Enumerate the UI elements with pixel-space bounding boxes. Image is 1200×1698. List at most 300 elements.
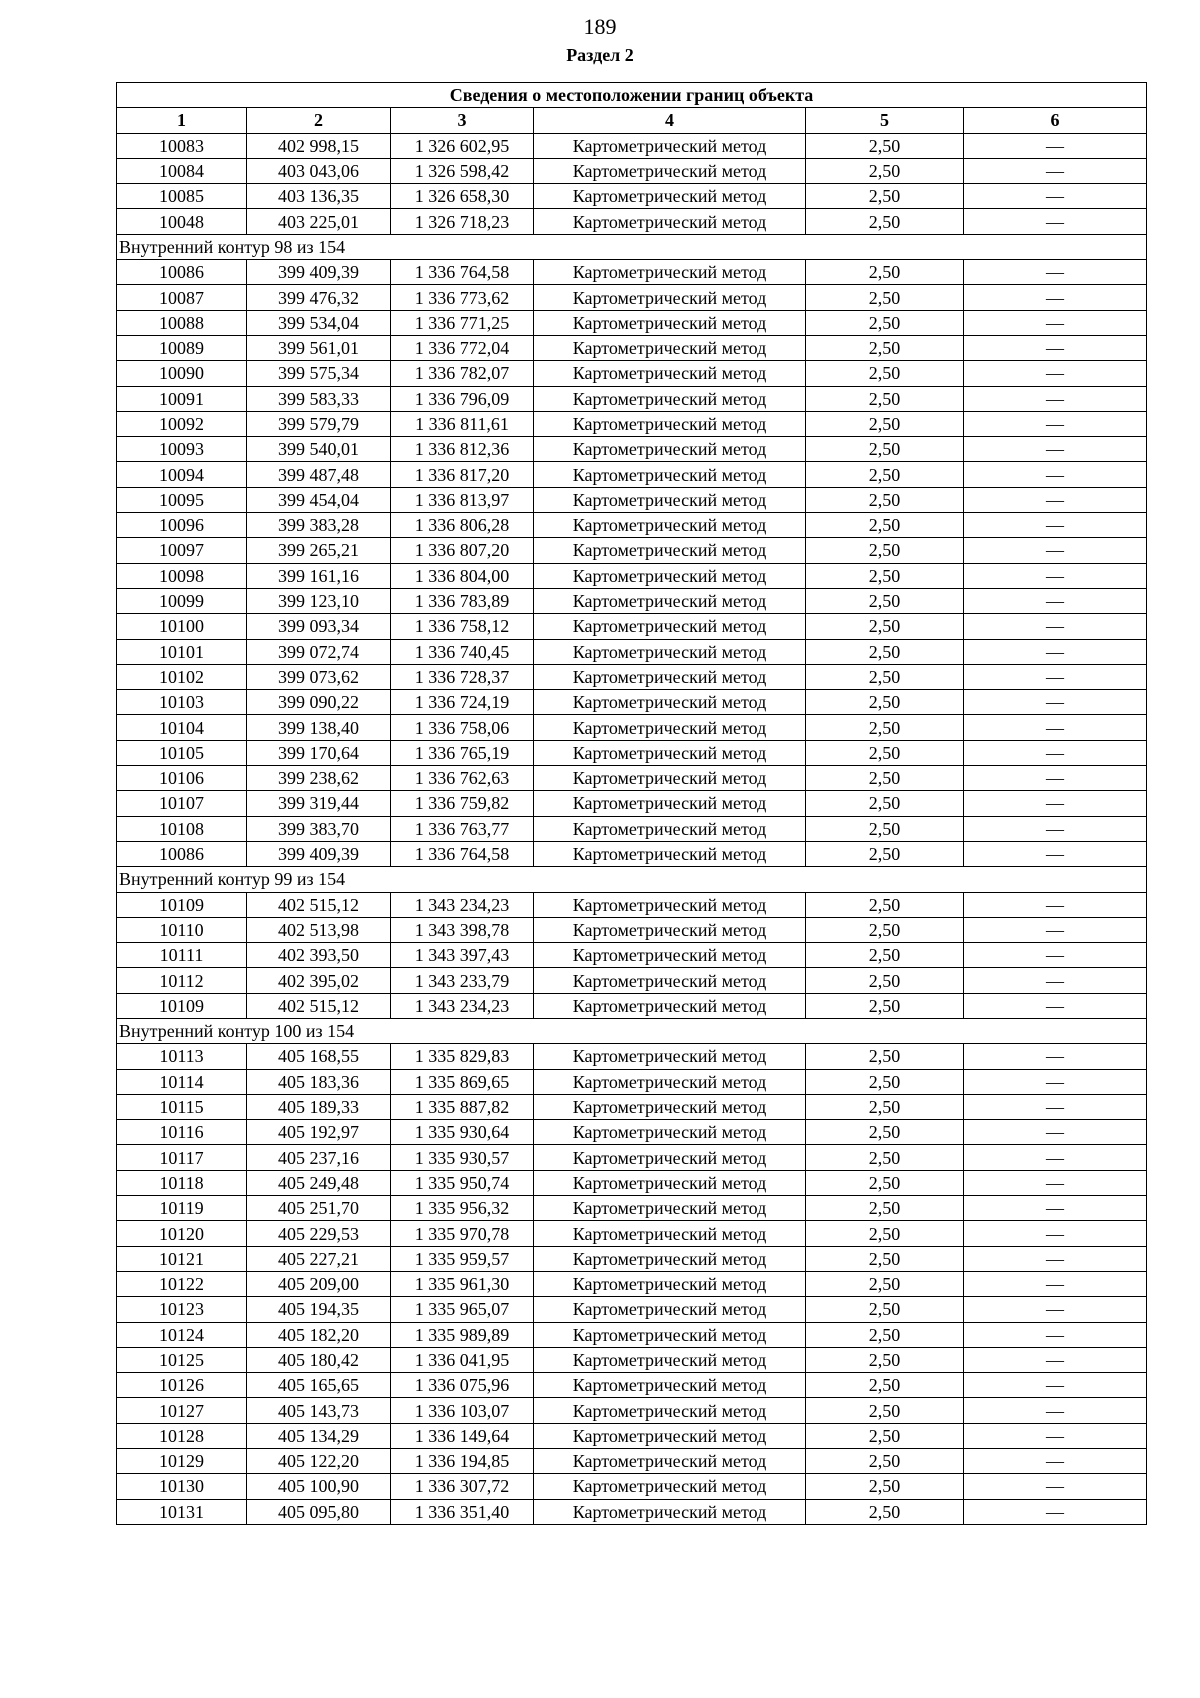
x-coordinate-cell: 399 161,16	[247, 563, 391, 588]
x-coordinate-cell: 399 073,62	[247, 664, 391, 689]
y-coordinate-cell: 1 336 772,04	[391, 335, 534, 360]
point-number-cell: 10084	[117, 158, 247, 183]
description-cell: —	[964, 841, 1147, 866]
accuracy-cell: 2,50	[806, 1044, 964, 1069]
x-coordinate-cell: 399 383,28	[247, 513, 391, 538]
description-cell: —	[964, 437, 1147, 462]
method-cell: Картометрический метод	[534, 740, 806, 765]
x-coordinate-cell: 405 209,00	[247, 1271, 391, 1296]
y-coordinate-cell: 1 335 950,74	[391, 1170, 534, 1195]
method-cell: Картометрический метод	[534, 892, 806, 917]
x-coordinate-cell: 399 409,39	[247, 841, 391, 866]
point-number-cell: 10101	[117, 639, 247, 664]
table-row	[117, 1246, 1147, 1271]
x-coordinate-cell: 399 579,79	[247, 411, 391, 436]
description-cell: —	[964, 285, 1147, 310]
description-cell: —	[964, 1069, 1147, 1094]
description-cell: —	[964, 1474, 1147, 1499]
x-coordinate-cell: 399 534,04	[247, 310, 391, 335]
table-row	[117, 1449, 1147, 1474]
x-coordinate-cell: 405 249,48	[247, 1170, 391, 1195]
method-cell: Картометрический метод	[534, 1120, 806, 1145]
accuracy-cell: 2,50	[806, 841, 964, 866]
x-coordinate-cell: 399 409,39	[247, 260, 391, 285]
description-cell: —	[964, 1322, 1147, 1347]
table-row	[117, 1322, 1147, 1347]
method-cell: Картометрический метод	[534, 133, 806, 158]
y-coordinate-cell: 1 336 728,37	[391, 664, 534, 689]
accuracy-cell: 2,50	[806, 639, 964, 664]
column-header: 6	[964, 108, 1147, 133]
y-coordinate-cell: 1 326 598,42	[391, 158, 534, 183]
table-row	[117, 841, 1147, 866]
section-title: Раздел 2	[566, 45, 634, 65]
accuracy-cell: 2,50	[806, 1170, 964, 1195]
table-row	[117, 513, 1147, 538]
accuracy-cell: 2,50	[806, 740, 964, 765]
accuracy-cell: 2,50	[806, 968, 964, 993]
table-row	[117, 993, 1147, 1018]
contour-group-label: Внутренний контур 98 из 154	[117, 234, 1147, 259]
contour-group-row	[117, 867, 1147, 892]
x-coordinate-cell: 399 454,04	[247, 487, 391, 512]
point-number-cell: 10107	[117, 791, 247, 816]
accuracy-cell: 2,50	[806, 614, 964, 639]
accuracy-cell: 2,50	[806, 791, 964, 816]
point-number-cell: 10100	[117, 614, 247, 639]
description-cell: —	[964, 1499, 1147, 1524]
accuracy-cell: 2,50	[806, 1373, 964, 1398]
description-cell: —	[964, 766, 1147, 791]
x-coordinate-cell: 405 182,20	[247, 1322, 391, 1347]
accuracy-cell: 2,50	[806, 133, 964, 158]
point-number-cell: 10086	[117, 841, 247, 866]
y-coordinate-cell: 1 336 782,07	[391, 361, 534, 386]
table-row	[117, 310, 1147, 335]
point-number-cell: 10125	[117, 1347, 247, 1372]
method-cell: Картометрический метод	[534, 184, 806, 209]
table-row	[117, 740, 1147, 765]
y-coordinate-cell: 1 336 773,62	[391, 285, 534, 310]
point-number-cell: 10115	[117, 1094, 247, 1119]
method-cell: Картометрический метод	[534, 993, 806, 1018]
table-row	[117, 335, 1147, 360]
description-cell: —	[964, 917, 1147, 942]
point-number-cell: 10117	[117, 1145, 247, 1170]
table-row	[117, 437, 1147, 462]
table-row	[117, 1297, 1147, 1322]
x-coordinate-cell: 405 189,33	[247, 1094, 391, 1119]
x-coordinate-cell: 403 136,35	[247, 184, 391, 209]
accuracy-cell: 2,50	[806, 1069, 964, 1094]
point-number-cell: 10110	[117, 917, 247, 942]
x-coordinate-cell: 399 487,48	[247, 462, 391, 487]
accuracy-cell: 2,50	[806, 1322, 964, 1347]
table-row	[117, 1196, 1147, 1221]
method-cell: Картометрический метод	[534, 563, 806, 588]
accuracy-cell: 2,50	[806, 1398, 964, 1423]
method-cell: Картометрический метод	[534, 1094, 806, 1119]
accuracy-cell: 2,50	[806, 1423, 964, 1448]
x-coordinate-cell: 405 227,21	[247, 1246, 391, 1271]
y-coordinate-cell: 1 343 398,78	[391, 917, 534, 942]
accuracy-cell: 2,50	[806, 285, 964, 310]
y-coordinate-cell: 1 343 234,23	[391, 892, 534, 917]
table-row	[117, 184, 1147, 209]
y-coordinate-cell: 1 335 989,89	[391, 1322, 534, 1347]
x-coordinate-cell: 402 515,12	[247, 993, 391, 1018]
table-row	[117, 1170, 1147, 1195]
description-cell: —	[964, 1246, 1147, 1271]
x-coordinate-cell: 399 170,64	[247, 740, 391, 765]
x-coordinate-cell: 399 540,01	[247, 437, 391, 462]
method-cell: Картометрический метод	[534, 1474, 806, 1499]
method-cell: Картометрический метод	[534, 361, 806, 386]
table-body	[117, 133, 1147, 1524]
description-cell: —	[964, 335, 1147, 360]
accuracy-cell: 2,50	[806, 664, 964, 689]
method-cell: Картометрический метод	[534, 209, 806, 234]
description-cell: —	[964, 993, 1147, 1018]
point-number-cell: 10120	[117, 1221, 247, 1246]
x-coordinate-cell: 405 100,90	[247, 1474, 391, 1499]
description-cell: —	[964, 386, 1147, 411]
table-row	[117, 361, 1147, 386]
point-number-cell: 10093	[117, 437, 247, 462]
accuracy-cell: 2,50	[806, 487, 964, 512]
description-cell: —	[964, 1347, 1147, 1372]
method-cell: Картометрический метод	[534, 1297, 806, 1322]
x-coordinate-cell: 399 575,34	[247, 361, 391, 386]
accuracy-cell: 2,50	[806, 209, 964, 234]
y-coordinate-cell: 1 336 103,07	[391, 1398, 534, 1423]
column-header: 4	[534, 108, 806, 133]
accuracy-cell: 2,50	[806, 1196, 964, 1221]
description-cell: —	[964, 816, 1147, 841]
description-cell: —	[964, 1145, 1147, 1170]
y-coordinate-cell: 1 326 658,30	[391, 184, 534, 209]
y-coordinate-cell: 1 336 783,89	[391, 588, 534, 613]
point-number-cell: 10112	[117, 968, 247, 993]
x-coordinate-cell: 399 072,74	[247, 639, 391, 664]
y-coordinate-cell: 1 336 740,45	[391, 639, 534, 664]
description-cell: —	[964, 538, 1147, 563]
accuracy-cell: 2,50	[806, 943, 964, 968]
point-number-cell: 10109	[117, 993, 247, 1018]
boundary-coordinates-table	[116, 82, 1147, 1525]
table-row	[117, 690, 1147, 715]
method-cell: Картометрический метод	[534, 260, 806, 285]
accuracy-cell: 2,50	[806, 411, 964, 436]
x-coordinate-cell: 405 143,73	[247, 1398, 391, 1423]
y-coordinate-cell: 1 326 718,23	[391, 209, 534, 234]
table-row	[117, 209, 1147, 234]
point-number-cell: 10124	[117, 1322, 247, 1347]
point-number-cell: 10092	[117, 411, 247, 436]
accuracy-cell: 2,50	[806, 361, 964, 386]
y-coordinate-cell: 1 336 041,95	[391, 1347, 534, 1372]
description-cell: —	[964, 411, 1147, 436]
method-cell: Картометрический метод	[534, 841, 806, 866]
y-coordinate-cell: 1 336 758,06	[391, 715, 534, 740]
x-coordinate-cell: 405 180,42	[247, 1347, 391, 1372]
point-number-cell: 10119	[117, 1196, 247, 1221]
accuracy-cell: 2,50	[806, 184, 964, 209]
description-cell: —	[964, 310, 1147, 335]
accuracy-cell: 2,50	[806, 1347, 964, 1372]
table-row	[117, 1120, 1147, 1145]
description-cell: —	[964, 639, 1147, 664]
table-row	[117, 766, 1147, 791]
x-coordinate-cell: 405 095,80	[247, 1499, 391, 1524]
point-number-cell: 10121	[117, 1246, 247, 1271]
table-row	[117, 133, 1147, 158]
point-number-cell: 10048	[117, 209, 247, 234]
x-coordinate-cell: 402 515,12	[247, 892, 391, 917]
method-cell: Картометрический метод	[534, 791, 806, 816]
description-cell: —	[964, 1423, 1147, 1448]
y-coordinate-cell: 1 336 763,77	[391, 816, 534, 841]
point-number-cell: 10118	[117, 1170, 247, 1195]
method-cell: Картометрический метод	[534, 1196, 806, 1221]
method-cell: Картометрический метод	[534, 158, 806, 183]
point-number-cell: 10083	[117, 133, 247, 158]
y-coordinate-cell: 1 336 307,72	[391, 1474, 534, 1499]
y-coordinate-cell: 1 335 965,07	[391, 1297, 534, 1322]
y-coordinate-cell: 1 343 397,43	[391, 943, 534, 968]
contour-group-row	[117, 234, 1147, 259]
point-number-cell: 10130	[117, 1474, 247, 1499]
y-coordinate-cell: 1 336 351,40	[391, 1499, 534, 1524]
table-row	[117, 816, 1147, 841]
y-coordinate-cell: 1 326 602,95	[391, 133, 534, 158]
x-coordinate-cell: 405 134,29	[247, 1423, 391, 1448]
y-coordinate-cell: 1 336 771,25	[391, 310, 534, 335]
point-number-cell: 10131	[117, 1499, 247, 1524]
description-cell: —	[964, 1221, 1147, 1246]
column-header: 1	[117, 108, 247, 133]
description-cell: —	[964, 1196, 1147, 1221]
method-cell: Картометрический метод	[534, 917, 806, 942]
point-number-cell: 10114	[117, 1069, 247, 1094]
description-cell: —	[964, 892, 1147, 917]
description-cell: —	[964, 361, 1147, 386]
method-cell: Картометрический метод	[534, 1347, 806, 1372]
point-number-cell: 10086	[117, 260, 247, 285]
y-coordinate-cell: 1 335 970,78	[391, 1221, 534, 1246]
accuracy-cell: 2,50	[806, 462, 964, 487]
y-coordinate-cell: 1 336 806,28	[391, 513, 534, 538]
table-row	[117, 1398, 1147, 1423]
method-cell: Картометрический метод	[534, 335, 806, 360]
y-coordinate-cell: 1 336 812,36	[391, 437, 534, 462]
point-number-cell: 10111	[117, 943, 247, 968]
method-cell: Картометрический метод	[534, 310, 806, 335]
table-row	[117, 1145, 1147, 1170]
method-cell: Картометрический метод	[534, 1069, 806, 1094]
accuracy-cell: 2,50	[806, 588, 964, 613]
method-cell: Картометрический метод	[534, 816, 806, 841]
accuracy-cell: 2,50	[806, 1499, 964, 1524]
table-row	[117, 614, 1147, 639]
x-coordinate-cell: 405 168,55	[247, 1044, 391, 1069]
point-number-cell: 10122	[117, 1271, 247, 1296]
table-row	[117, 1044, 1147, 1069]
method-cell: Картометрический метод	[534, 513, 806, 538]
contour-group-label: Внутренний контур 100 из 154	[117, 1018, 1147, 1043]
table-row	[117, 538, 1147, 563]
y-coordinate-cell: 1 336 764,58	[391, 841, 534, 866]
table-title: Сведения о местоположении границ объекта	[117, 83, 1147, 108]
table-title-row	[117, 83, 1147, 108]
point-number-cell: 10089	[117, 335, 247, 360]
x-coordinate-cell: 405 165,65	[247, 1373, 391, 1398]
method-cell: Картометрический метод	[534, 1499, 806, 1524]
table-row	[117, 1069, 1147, 1094]
x-coordinate-cell: 402 998,15	[247, 133, 391, 158]
method-cell: Картометрический метод	[534, 1271, 806, 1296]
method-cell: Картометрический метод	[534, 968, 806, 993]
table-row	[117, 917, 1147, 942]
table-row	[117, 563, 1147, 588]
y-coordinate-cell: 1 335 829,83	[391, 1044, 534, 1069]
point-number-cell: 10102	[117, 664, 247, 689]
y-coordinate-cell: 1 336 817,20	[391, 462, 534, 487]
description-cell: —	[964, 968, 1147, 993]
x-coordinate-cell: 402 393,50	[247, 943, 391, 968]
table-row	[117, 260, 1147, 285]
table-row	[117, 1373, 1147, 1398]
point-number-cell: 10097	[117, 538, 247, 563]
accuracy-cell: 2,50	[806, 158, 964, 183]
y-coordinate-cell: 1 336 075,96	[391, 1373, 534, 1398]
accuracy-cell: 2,50	[806, 538, 964, 563]
x-coordinate-cell: 405 229,53	[247, 1221, 391, 1246]
point-number-cell: 10090	[117, 361, 247, 386]
table-row	[117, 715, 1147, 740]
method-cell: Картометрический метод	[534, 1373, 806, 1398]
description-cell: —	[964, 209, 1147, 234]
method-cell: Картометрический метод	[534, 715, 806, 740]
method-cell: Картометрический метод	[534, 943, 806, 968]
accuracy-cell: 2,50	[806, 1094, 964, 1119]
accuracy-cell: 2,50	[806, 1145, 964, 1170]
y-coordinate-cell: 1 336 811,61	[391, 411, 534, 436]
table-row	[117, 1347, 1147, 1372]
table-row	[117, 285, 1147, 310]
table-row	[117, 1094, 1147, 1119]
x-coordinate-cell: 399 138,40	[247, 715, 391, 740]
method-cell: Картометрический метод	[534, 614, 806, 639]
x-coordinate-cell: 399 093,34	[247, 614, 391, 639]
x-coordinate-cell: 405 251,70	[247, 1196, 391, 1221]
table-row	[117, 1271, 1147, 1296]
description-cell: —	[964, 1170, 1147, 1195]
accuracy-cell: 2,50	[806, 1271, 964, 1296]
table-row	[117, 892, 1147, 917]
table-row	[117, 664, 1147, 689]
x-coordinate-cell: 405 237,16	[247, 1145, 391, 1170]
x-coordinate-cell: 399 090,22	[247, 690, 391, 715]
method-cell: Картометрический метод	[534, 690, 806, 715]
x-coordinate-cell: 403 225,01	[247, 209, 391, 234]
method-cell: Картометрический метод	[534, 437, 806, 462]
point-number-cell: 10128	[117, 1423, 247, 1448]
point-number-cell: 10098	[117, 563, 247, 588]
table-row	[117, 1423, 1147, 1448]
accuracy-cell: 2,50	[806, 1449, 964, 1474]
x-coordinate-cell: 405 183,36	[247, 1069, 391, 1094]
x-coordinate-cell: 399 123,10	[247, 588, 391, 613]
accuracy-cell: 2,50	[806, 690, 964, 715]
table-row	[117, 1221, 1147, 1246]
description-cell: —	[964, 715, 1147, 740]
method-cell: Картометрический метод	[534, 1044, 806, 1069]
point-number-cell: 10123	[117, 1297, 247, 1322]
y-coordinate-cell: 1 335 930,57	[391, 1145, 534, 1170]
description-cell: —	[964, 487, 1147, 512]
method-cell: Картометрический метод	[534, 1449, 806, 1474]
accuracy-cell: 2,50	[806, 1474, 964, 1499]
point-number-cell: 10126	[117, 1373, 247, 1398]
description-cell: —	[964, 740, 1147, 765]
accuracy-cell: 2,50	[806, 1120, 964, 1145]
point-number-cell: 10113	[117, 1044, 247, 1069]
method-cell: Картометрический метод	[534, 1145, 806, 1170]
accuracy-cell: 2,50	[806, 766, 964, 791]
accuracy-cell: 2,50	[806, 1297, 964, 1322]
point-number-cell: 10099	[117, 588, 247, 613]
description-cell: —	[964, 1297, 1147, 1322]
method-cell: Картометрический метод	[534, 386, 806, 411]
point-number-cell: 10106	[117, 766, 247, 791]
table-row	[117, 411, 1147, 436]
method-cell: Картометрический метод	[534, 1221, 806, 1246]
accuracy-cell: 2,50	[806, 260, 964, 285]
y-coordinate-cell: 1 335 961,30	[391, 1271, 534, 1296]
point-number-cell: 10087	[117, 285, 247, 310]
point-number-cell: 10127	[117, 1398, 247, 1423]
description-cell: —	[964, 791, 1147, 816]
method-cell: Картометрический метод	[534, 411, 806, 436]
table-row	[117, 639, 1147, 664]
contour-group-label: Внутренний контур 99 из 154	[117, 867, 1147, 892]
point-number-cell: 10105	[117, 740, 247, 765]
description-cell: —	[964, 614, 1147, 639]
accuracy-cell: 2,50	[806, 1246, 964, 1271]
table-row	[117, 968, 1147, 993]
method-cell: Картометрический метод	[534, 1246, 806, 1271]
point-number-cell: 10088	[117, 310, 247, 335]
method-cell: Картометрический метод	[534, 1423, 806, 1448]
x-coordinate-cell: 399 583,33	[247, 386, 391, 411]
description-cell: —	[964, 690, 1147, 715]
description-cell: —	[964, 563, 1147, 588]
column-header-row	[117, 108, 1147, 133]
point-number-cell: 10096	[117, 513, 247, 538]
method-cell: Картометрический метод	[534, 664, 806, 689]
point-number-cell: 10091	[117, 386, 247, 411]
x-coordinate-cell: 399 476,32	[247, 285, 391, 310]
description-cell: —	[964, 1094, 1147, 1119]
method-cell: Картометрический метод	[534, 766, 806, 791]
x-coordinate-cell: 405 194,35	[247, 1297, 391, 1322]
page-number: 189	[583, 14, 617, 39]
x-coordinate-cell: 399 561,01	[247, 335, 391, 360]
y-coordinate-cell: 1 336 149,64	[391, 1423, 534, 1448]
method-cell: Картометрический метод	[534, 639, 806, 664]
table-row	[117, 943, 1147, 968]
